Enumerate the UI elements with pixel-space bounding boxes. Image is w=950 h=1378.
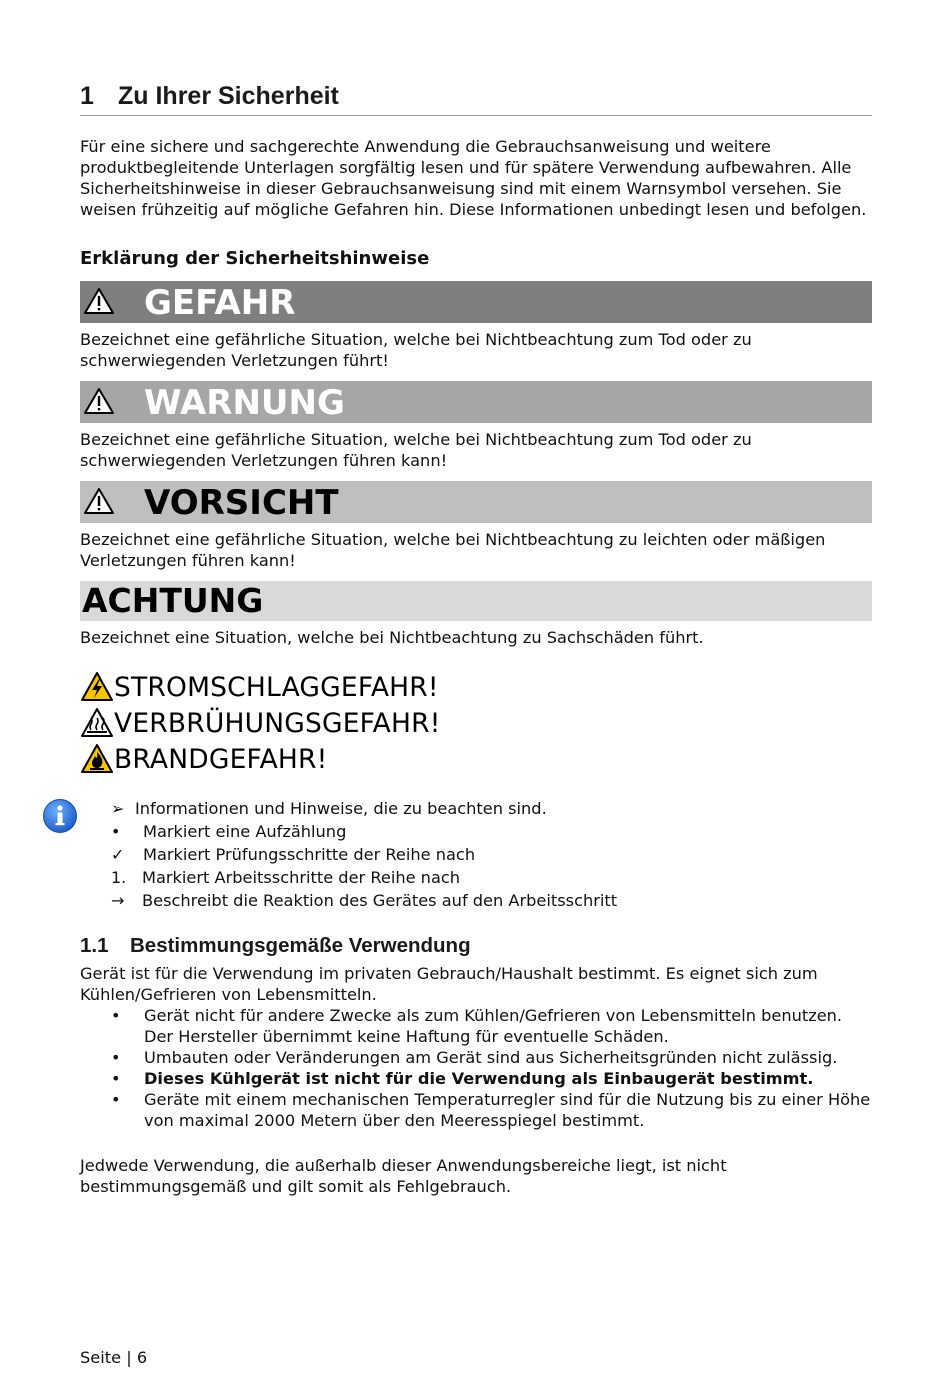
- hot-steam-warning-icon: [80, 707, 114, 739]
- legend-text: Beschreibt die Reaktion des Gerätes auf den Arbeitsschritt: [142, 891, 618, 910]
- intended-use-list: [111, 1005, 871, 1131]
- legend-text: Markiert Prüfungsschritte der Reihe nach: [143, 845, 476, 864]
- legend-item: [111, 843, 617, 866]
- warning-triangle-icon: [83, 287, 115, 315]
- footer-label: Seite: [80, 1348, 122, 1367]
- legend-item: [111, 889, 617, 912]
- page-footer: [80, 1348, 147, 1367]
- legend-symbol: ➢: [111, 799, 125, 818]
- legend-symbol: →: [111, 891, 125, 910]
- legend-item: [111, 866, 617, 889]
- hazard-electric-shock: STROMSCHLAGGEFAHR!: [80, 670, 439, 704]
- page-number: 6: [136, 1348, 148, 1367]
- list-item: • Gerät nicht für andere Zwecke als zum Kühlen/Gefrieren von Lebensmitteln benutzen. Der Hersteller übernimmt keine Haftung für eventuelle Schäden.: [111, 1006, 843, 1046]
- closing-paragraph: Jedwede Verwendung, die außerhalb dieser Anwendungsbereiche liegt, ist nicht bestimmungsgemäß und gilt somit als Fehlgebrauch.: [80, 1156, 727, 1196]
- symbol-legend: [111, 797, 617, 912]
- legend-text: Markiert Arbeitsschritte der Reihe nach: [142, 868, 461, 887]
- section-title: Zu Ihrer Sicherheit: [118, 82, 339, 110]
- subsection-heading: [80, 934, 471, 958]
- warning-triangle-icon: [83, 387, 115, 415]
- legend-text: Markiert eine Aufzählung: [143, 822, 347, 841]
- info-icon: [42, 798, 78, 834]
- signal-description: Bezeichnet eine gefährliche Situation, welche bei Nichtbeachtung zum Tod oder zu schwerwiegenden Verletzungen führt!: [80, 330, 752, 370]
- signal-band-gefahr: [80, 281, 872, 323]
- legend-item: [111, 797, 617, 820]
- intended-use-paragraph: Gerät ist für die Verwendung im privaten Gebrauch/Haushalt bestimmt. Es eignet sich zum Kühlen/Gefrieren von Lebensmitteln.: [80, 964, 818, 1004]
- signal-word: WARNUNG: [144, 383, 345, 423]
- list-item: • Dieses Kühlgerät ist nicht für die Verwendung als Einbaugerät bestimmt.: [111, 1069, 814, 1088]
- electric-shock-warning-icon: [80, 671, 114, 703]
- subsection-title: Bestimmungsgemäße Verwendung: [130, 934, 471, 957]
- legend-text: Informationen und Hinweise, die zu beachten sind.: [135, 799, 547, 818]
- intro-paragraph: Für eine sichere und sachgerechte Anwendung die Gebrauchsanweisung und weitere produktbegleitende Unterlagen sorgfältig lesen und für spätere Verwendung aufbewahren. Alle Sicherheitshinweise in dieser Gebrauchsanweisung sind mit einem Warnsymbol versehen. Sie weisen frühzeitig auf mögliche Gefahren hin. Diese Informationen unbedingt lesen und befolgen.: [80, 137, 867, 219]
- fire-warning-icon: [80, 743, 114, 775]
- hazard-scalding: VERBRÜHUNGSGEFAHR!: [80, 706, 441, 740]
- footer-separator: |: [126, 1348, 132, 1367]
- explanation-heading: Erklärung der Sicherheitshinweise: [80, 248, 430, 269]
- list-item: • Geräte mit einem mechanischen Temperaturregler sind für die Nutzung bis zu einer Höhe von maximal 2000 Metern über den Meeresspiegel bestimmt.: [111, 1090, 871, 1130]
- section-heading: [80, 82, 872, 116]
- signal-band-vorsicht: [80, 481, 872, 523]
- legend-symbol: 1.: [111, 868, 127, 887]
- signal-description: Bezeichnet eine gefährliche Situation, welche bei Nichtbeachtung zum Tod oder zu schwerwiegenden Verletzungen führen kann!: [80, 430, 752, 470]
- signal-band-warnung: [80, 381, 872, 423]
- legend-symbol: ✓: [111, 845, 125, 864]
- signal-word: GEFAHR: [144, 283, 296, 323]
- list-item: • Umbauten oder Veränderungen am Gerät sind aus Sicherheitsgründen nicht zulässig.: [111, 1048, 838, 1067]
- signal-word: VORSICHT: [144, 483, 339, 523]
- warning-triangle-icon: [83, 487, 115, 515]
- signal-description: Bezeichnet eine gefährliche Situation, welche bei Nichtbeachtung zu leichten oder mäßigen Verletzungen führen kann!: [80, 530, 826, 570]
- legend-item: [111, 820, 617, 843]
- signal-word: ACHTUNG: [82, 581, 264, 620]
- section-number: 1: [80, 82, 94, 110]
- hazard-fire: BRANDGEFAHR!: [80, 742, 327, 776]
- subsection-number: 1.1: [80, 934, 109, 957]
- signal-band-achtung: [80, 581, 872, 621]
- signal-description: Bezeichnet eine Situation, welche bei Nichtbeachtung zu Sachschäden führt.: [80, 628, 704, 647]
- legend-symbol: •: [111, 822, 121, 841]
